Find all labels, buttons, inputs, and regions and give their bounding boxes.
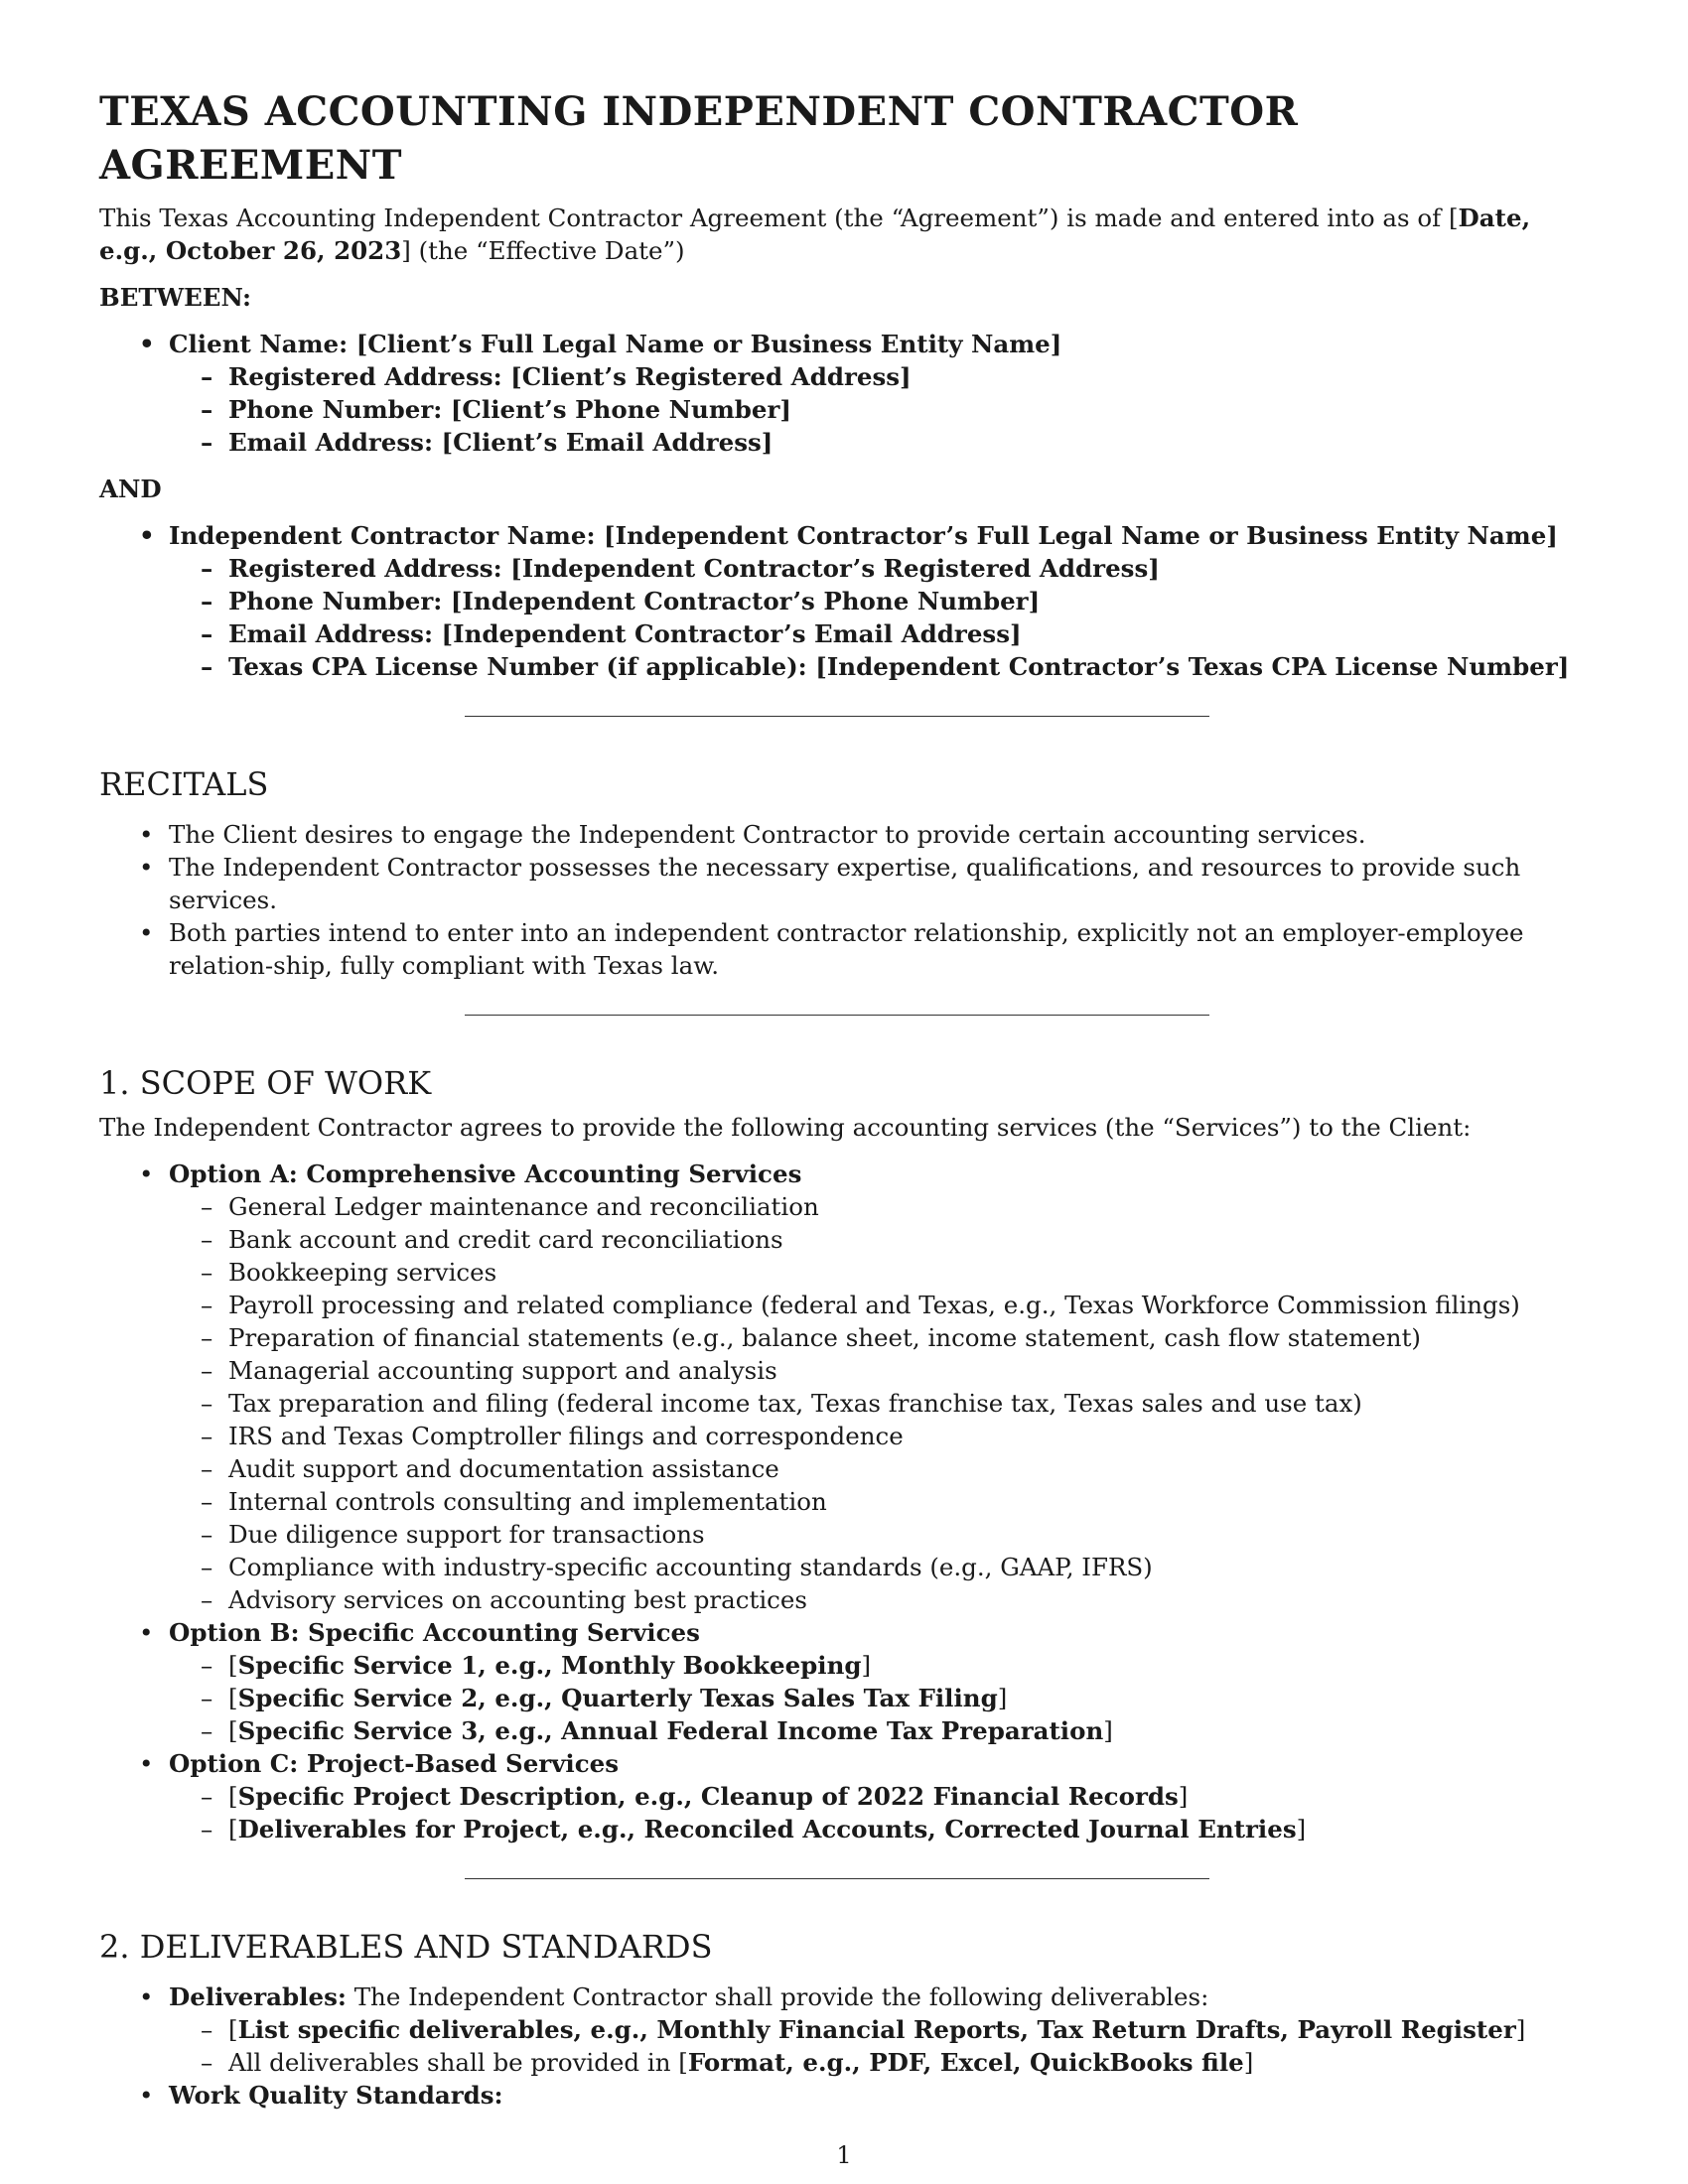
recitals-heading: RECITALS [99,765,269,803]
service-placeholder: Specific Service 3, e.g., Annual Federal Income Tax Preparation [237,1716,1104,1745]
service-placeholder: Specific Service 2, e.g., Quarterly Texas Sales Tax Filing [237,1684,998,1712]
option-b-label: Option B: Specific Accounting Services [169,1618,700,1647]
project-item: – [Specific Project Description, e.g., Cleanup of 2022 Financial Records] [169,1780,1589,1813]
scope-intro: The Independent Contractor agrees to provide the following accounting services (the “Services”) to the Client: [99,1113,1472,1142]
client-address: – Registered Address: [Client’s Registered Address] [169,360,1589,393]
contractor-address: – Registered Address: [Independent Contractor’s Registered Address] [169,552,1589,585]
service-item: – Preparation of financial statements (e.g., balance sheet, income statement, cash flow statement) [169,1321,1589,1354]
service-item: – Tax preparation and filing (federal income tax, Texas franchise tax, Texas sales and use tax) [169,1387,1589,1420]
service-item: – Internal controls consulting and implementation [169,1485,1589,1518]
page-number: 1 [836,2141,852,2169]
deliverables-items [169,2013,1589,2079]
option-a-items [169,1190,1589,1616]
document-title: TEXAS ACCOUNTING INDEPENDENT CONTRACTOR AGREEMENT [99,88,1299,189]
contractor-details [169,552,1589,683]
contractor-phone: – Phone Number: [Independent Contractor’s Phone Number] [169,585,1589,617]
intro-paragraph [99,202,1589,267]
deliverables-heading: 2. DELIVERABLES AND STANDARDS [99,1928,713,1966]
contractor-name: Independent Contractor Name: [Independent Contractor’s Full Legal Name or Business Entity Name] [169,521,1558,550]
service-item: – Compliance with industry-specific accounting standards (e.g., GAAP, IFRS) [169,1551,1589,1583]
option-c-items [169,1780,1589,1845]
recital-item: • The Client desires to engage the Independent Contractor to provide certain accounting services. [99,818,1589,851]
recital-item: • The Independent Contractor possesses the necessary expertise, qualifications, and resources to provide such services. [99,851,1589,916]
contractor-list [99,519,1589,683]
service-item: – Bank account and credit card reconciliations [169,1223,1589,1256]
project-placeholder: Specific Project Description, e.g., Cleanup of 2022 Financial Records [237,1782,1179,1811]
recitals-list [99,818,1589,982]
format-placeholder: Format, e.g., PDF, Excel, QuickBooks file [687,2048,1244,2077]
option-c-label: Option C: Project-Based Services [169,1749,620,1778]
option-c [99,1747,1589,1845]
option-b-items [169,1649,1589,1747]
service-item: – Advisory services on accounting best practices [169,1583,1589,1616]
option-a [99,1158,1589,1616]
option-a-label: Option A: Comprehensive Accounting Services [169,1160,802,1188]
between-label: BETWEEN: [99,283,252,312]
client-name: Client Name: [Client’s Full Legal Name or Business Entity Name] [169,330,1062,358]
service-placeholder: Specific Service 1, e.g., Monthly Bookkeeping [237,1651,862,1680]
client-phone: – Phone Number: [Client’s Phone Number] [169,393,1589,426]
deliverable-item: – [List specific deliverables, e.g., Monthly Financial Reports, Tax Return Drafts, Payroll Register] [169,2013,1589,2046]
service-item: – Payroll processing and related compliance (federal and Texas, e.g., Texas Workforce Commission filings) [169,1289,1589,1321]
client-entry [99,328,1589,459]
project-placeholder: Deliverables for Project, e.g., Reconciled Accounts, Corrected Journal Entries [237,1815,1297,1843]
service-item: – General Ledger maintenance and reconciliation [169,1190,1589,1223]
effective-date-placeholder: Date, e.g., October 26, 2023 [99,204,1531,265]
service-item: – Managerial accounting support and analysis [169,1354,1589,1387]
service-item: – Bookkeeping services [169,1256,1589,1289]
section-divider [465,1878,1209,1879]
quality-standards-entry [99,2079,1589,2112]
service-item: – Audit support and documentation assistance [169,1452,1589,1485]
quality-standards-label: Work Quality Standards: [169,2081,503,2110]
document-page [99,85,1589,2112]
service-item: – IRS and Texas Comptroller filings and correspondence [169,1420,1589,1452]
project-item: – [Deliverables for Project, e.g., Reconciled Accounts, Corrected Journal Entries] [169,1813,1589,1845]
deliverables-text: The Independent Contractor shall provide the following deliverables: [346,1982,1209,2011]
and-label: AND [99,475,162,503]
section-divider [465,716,1209,717]
service-item: – Due diligence support for transactions [169,1518,1589,1551]
contractor-entry [99,519,1589,683]
scope-options-list [99,1158,1589,1845]
format-text: All deliverables shall be provided in [ [228,2048,688,2077]
deliverables-placeholder: List specific deliverables, e.g., Monthly Financial Reports, Tax Return Drafts, Payroll Register [237,2015,1516,2044]
client-email: – Email Address: [Client’s Email Address] [169,426,1589,459]
contractor-cpa-license: – Texas CPA License Number (if applicable): [Independent Contractor’s Texas CPA License Number] [169,650,1589,683]
section-divider [465,1015,1209,1016]
service-item: – [Specific Service 3, e.g., Annual Federal Income Tax Preparation] [169,1714,1589,1747]
recital-item: • Both parties intend to enter into an independent contractor relationship, explicitly not an employer-employee relation-ship, fully compliant with Texas law. [99,916,1589,982]
client-details [169,360,1589,459]
client-list [99,328,1589,459]
deliverable-item: – All deliverables shall be provided in [Format, e.g., PDF, Excel, QuickBooks file] [169,2046,1589,2079]
deliverables-entry [99,1980,1589,2079]
service-item: – [Specific Service 2, e.g., Quarterly Texas Sales Tax Filing] [169,1682,1589,1714]
deliverables-label: Deliverables: [169,1982,347,2011]
intro-text-after: ] (the “Effective Date”) [401,236,685,265]
deliverables-list [99,1980,1589,2112]
scope-heading: 1. SCOPE OF WORK [99,1064,432,1102]
intro-text-before: This Texas Accounting Independent Contractor Agreement (the “Agreement”) is made and entered into as of [ [99,204,1459,232]
option-b [99,1616,1589,1747]
contractor-email: – Email Address: [Independent Contractor’s Email Address] [169,617,1589,650]
service-item: – [Specific Service 1, e.g., Monthly Bookkeeping] [169,1649,1589,1682]
